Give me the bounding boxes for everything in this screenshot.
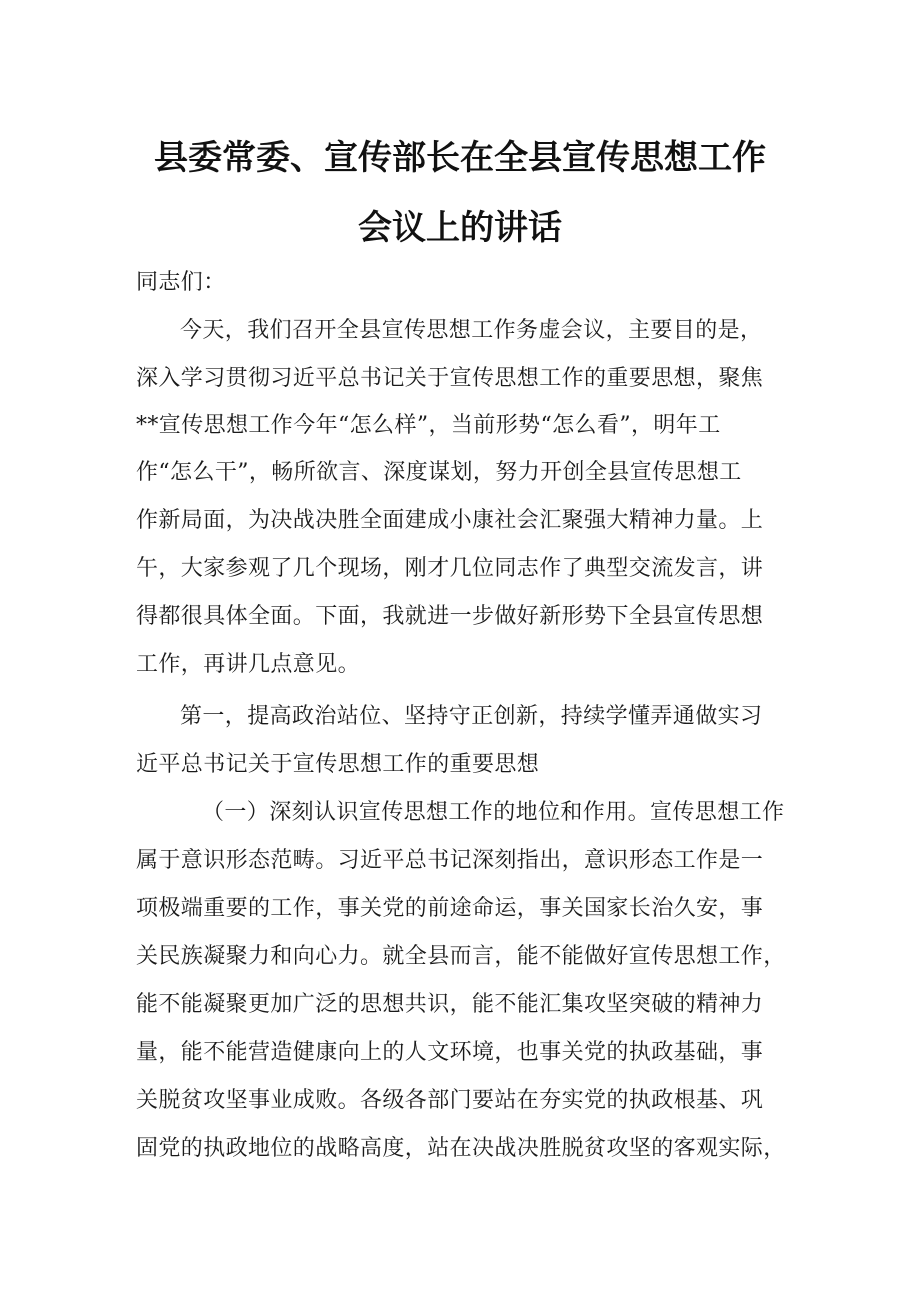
paragraph-2-line-1: 第一，提高政治站位、坚持守正创新，持续学懂弄通做实习 [180,704,763,729]
paragraph-1-line-2: 深入学习贯彻习近平总书记关于宣传思想工作的重要思想，聚焦 [136,366,764,391]
paragraph-3-line-4: 关民族凝聚力和向心力。就全县而言，能不能做好宣传思想工作， [136,944,786,969]
paragraph-1-line-5: 作新局面，为决战决胜全面建成小康社会汇聚强大精神力量。上 [136,508,764,533]
paragraph-1-line-4: 作“怎么干”，畅所欲言、深度谋划，努力开创全县宣传思想工 [136,460,742,485]
paragraph-1-line-1: 今天，我们召开全县宣传思想工作务虚会议，主要目的是， [180,318,763,343]
paragraph-3-line-3: 项极端重要的工作，事关党的前途命运，事关国家长治久安，事 [136,896,764,921]
paragraph-1-line-3: **宣传思想工作今年“怎么样”，当前形势“怎么看”，明年工 [136,413,721,438]
paragraph-2-line-2: 近平总书记关于宣传思想工作的重要思想 [136,752,540,777]
paragraph-3-line-6: 量，能不能营造健康向上的人文环境，也事关党的执政基础，事 [136,1040,764,1065]
paragraph-3-line-1: （一）深刻认识宣传思想工作的地位和作用。宣传思想工作 [202,800,785,825]
paragraph-3-line-5: 能不能凝聚更加广泛的思想共识，能不能汇集攻坚突破的精神力 [136,992,764,1017]
paragraph-3-line-7: 关脱贫攻坚事业成败。各级各部门要站在夯实党的执政根基、巩 [136,1088,764,1113]
paragraph-1-line-7: 得都很具体全面。下面，我就进一步做好新形势下全县宣传思想 [136,604,764,629]
paragraph-3-line-8: 固党的执政地位的战略高度，站在决战决胜脱贫攻坚的客观实际， [136,1136,786,1161]
paragraph-3-line-2: 属于意识形态范畴。习近平总书记深刻指出，意识形态工作是一 [136,848,764,873]
document-title-line-2: 会议上的讲话 [358,208,562,248]
paragraph-1-line-8: 工作，再讲几点意见。 [136,652,361,677]
document-title-line-1: 县委常委、宣传部长在全县宣传思想工作 [154,138,766,178]
salutation: 同志们： [136,270,226,295]
paragraph-1-line-6: 午，大家参观了几个现场，刚才几位同志作了典型交流发言，讲 [136,556,764,581]
